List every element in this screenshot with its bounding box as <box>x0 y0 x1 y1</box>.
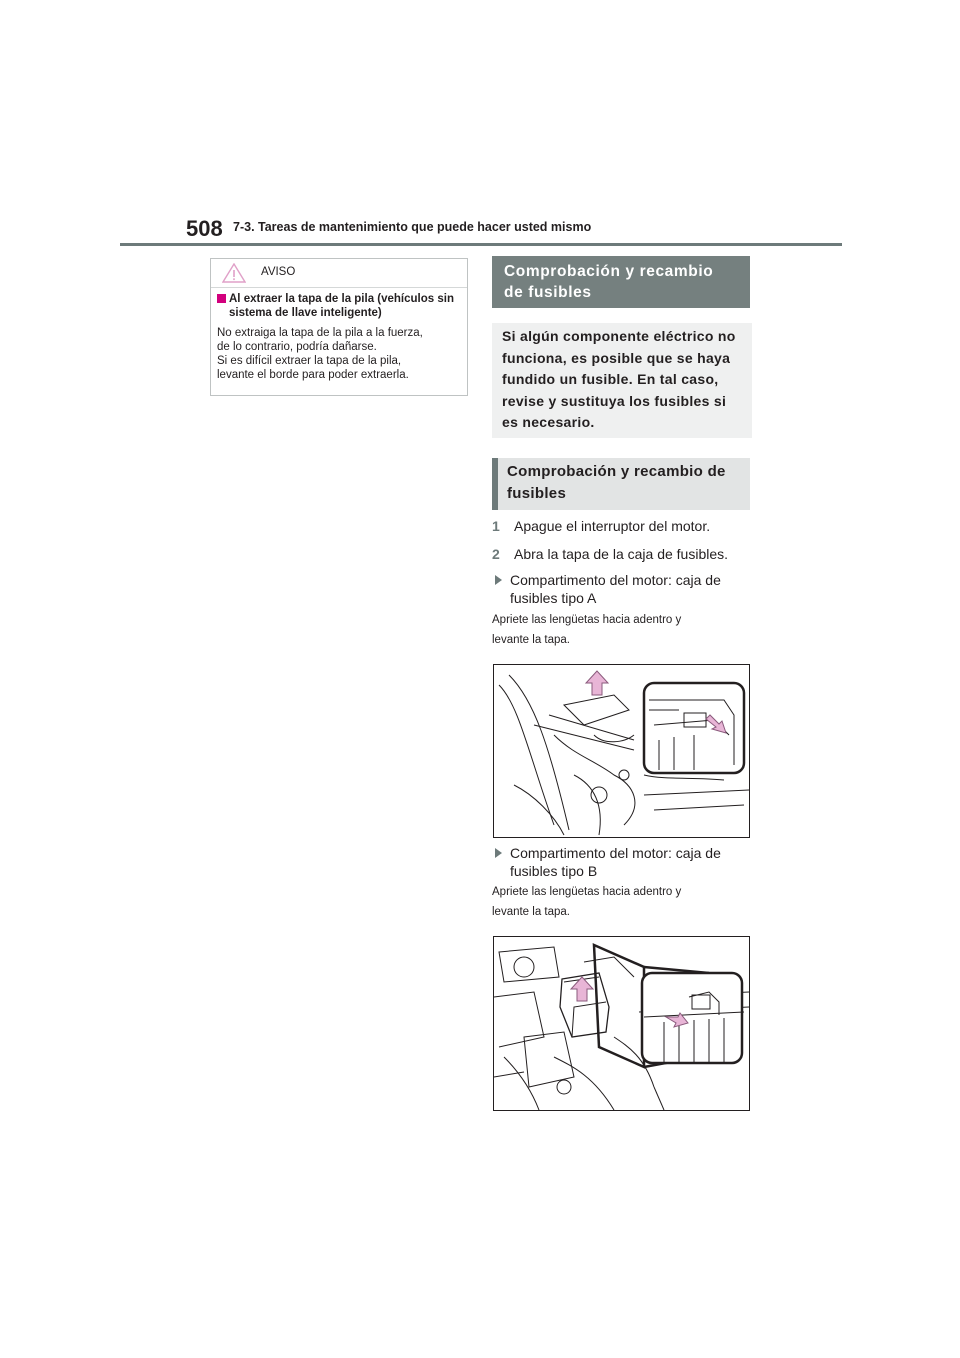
intro-box <box>492 323 752 438</box>
intro-line: fundido un fusible. En tal caso, <box>502 371 719 387</box>
item-title-line: fusibles tipo B <box>510 863 598 879</box>
notice-title: AVISO <box>261 266 296 278</box>
item-a-note <box>492 610 752 650</box>
step-text: Apague el interruptor del motor. <box>514 518 711 534</box>
intro-line: Si algún componente eléctrico no <box>502 328 736 344</box>
subsection-title-line: fusibles <box>507 485 567 502</box>
step-number: 2 <box>492 546 500 562</box>
arrow-bullet-icon <box>495 575 502 585</box>
notice-body <box>217 326 463 382</box>
step-text: Abra la tapa de la caja de fusibles. <box>514 546 729 562</box>
intro-line: es necesario. <box>502 414 595 430</box>
intro-line: funciona, es posible que se haya <box>502 349 731 366</box>
illustration-fuse-box-a <box>493 664 750 838</box>
notice-box <box>210 258 468 396</box>
notice-line: de lo contrario, podría dañarse. <box>217 341 377 353</box>
intro-line: revise y sustituya los fusibles si <box>502 392 727 409</box>
step-2 <box>492 545 728 563</box>
warning-triangle-icon <box>222 263 246 288</box>
note-line: levante la tapa. <box>492 906 571 918</box>
note-line: levante la tapa. <box>492 634 571 646</box>
header-rule <box>120 243 842 246</box>
item-title-line: fusibles tipo A <box>510 590 597 606</box>
section-title-banner <box>492 256 750 308</box>
item-title-line: Compartimento del motor: caja de <box>510 572 721 588</box>
page-number: 508 <box>186 216 223 241</box>
item-b-note <box>492 882 752 922</box>
note-line: Apriete las lengüetas hacia adentro y <box>492 614 682 626</box>
step-number: 1 <box>492 518 500 534</box>
notice-line: No extraiga la tapa de la pila a la fuerza, <box>217 327 423 339</box>
notice-subtitle: Al extraer la tapa de la pila (vehículos sin sistema de llave inteligente) <box>229 293 454 319</box>
section-title-line: Comprobación y recambio <box>504 263 714 280</box>
note-line: Apriete las lengüetas hacia adentro y <box>492 886 682 898</box>
notice-line: Si es difícil extraer la tapa de la pila, <box>217 355 402 367</box>
chapter-title: 7-3. Tareas de mantenimiento que puede hacer usted mismo <box>233 220 592 234</box>
subsection-title-line: Comprobación y recambio de <box>507 463 726 480</box>
step-1 <box>492 517 710 535</box>
item-title-line: Compartimento del motor: caja de <box>510 845 721 861</box>
bullet-square-icon <box>217 294 226 303</box>
notice-header <box>211 259 467 288</box>
arrow-bullet-icon <box>495 848 502 858</box>
subsection-title-banner <box>492 458 750 510</box>
section-title-line: de fusibles <box>504 284 592 301</box>
illustration-fuse-box-b <box>493 936 750 1111</box>
notice-line: levante el borde para poder extraerla. <box>217 369 409 381</box>
